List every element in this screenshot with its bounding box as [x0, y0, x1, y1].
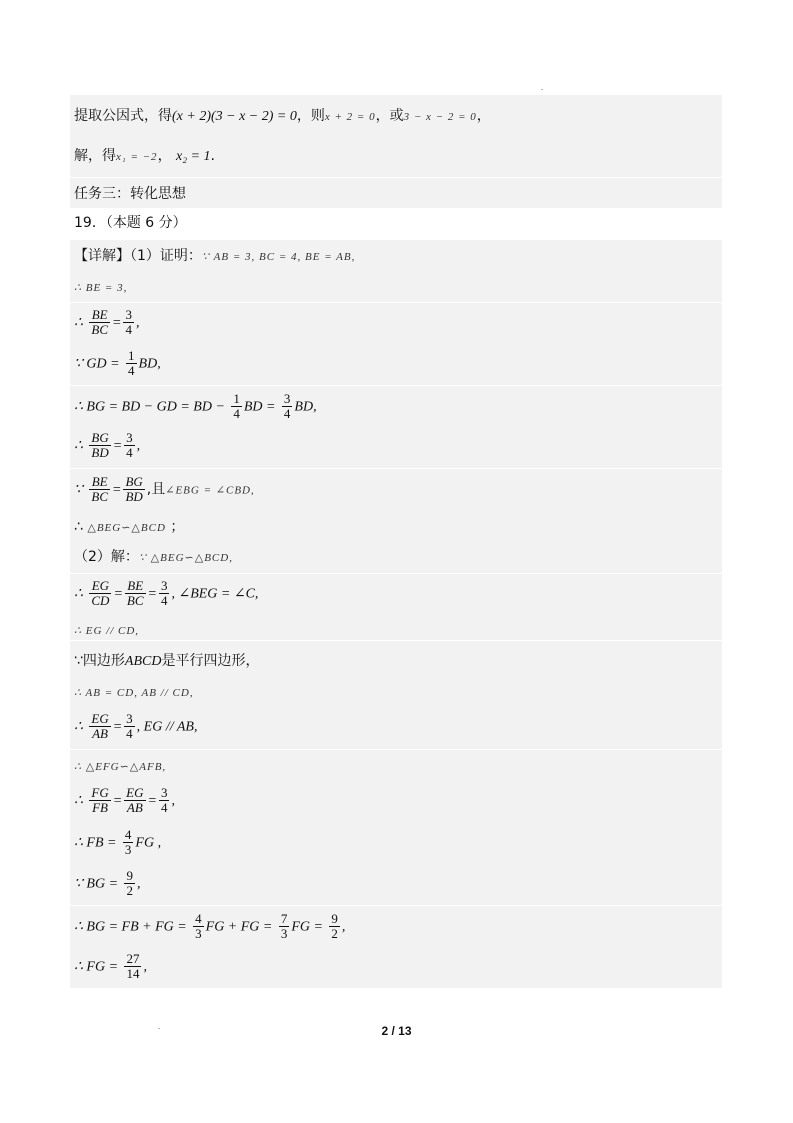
fraction: [89, 475, 110, 504]
fraction-numerator: EG: [91, 711, 109, 726]
text-line: [74, 828, 161, 857]
text-span: 19．（本题 6 分）: [74, 215, 187, 231]
fraction-numerator: 3: [160, 785, 168, 800]
text-span: BD,: [138, 356, 161, 372]
fraction-denominator: 4: [125, 322, 132, 337]
text-line: [74, 308, 139, 337]
page-number: 2 / 13: [381, 1024, 412, 1038]
text-span: =: [112, 315, 122, 331]
text-span: .: [210, 148, 215, 164]
fraction-numerator: BG: [91, 430, 109, 445]
equation: (x + 2)(3 − x − 2) = 0: [172, 109, 297, 124]
fraction-numerator: 7: [280, 911, 288, 926]
text-line: [74, 277, 127, 298]
text-span: BD,: [294, 399, 317, 415]
text-span: ∵ BG =: [74, 876, 119, 892]
text-span: ，或: [375, 108, 404, 124]
fraction-numerator: 3: [126, 711, 133, 726]
text-span: ∴: [74, 719, 83, 735]
equation: x₂ = 1: [176, 149, 211, 164]
text-span: 任务三：转化思想: [74, 186, 186, 202]
text-span: =: [112, 719, 123, 735]
text-span: 提取公因式，得: [74, 108, 172, 124]
text-span: FG ,: [135, 835, 162, 851]
fraction-denominator: 2: [331, 926, 338, 941]
text-span: ∵ GD =: [74, 356, 120, 372]
equation: ∠EBG = ∠CBD,: [165, 484, 255, 497]
fraction: [89, 712, 110, 741]
fraction: [126, 349, 137, 378]
fraction: [124, 869, 135, 898]
equation: △BEG∽△BCD: [87, 522, 166, 534]
text-line: [74, 146, 215, 167]
text-span: =: [112, 482, 122, 498]
corner-mark-top: [541, 89, 543, 90]
fraction-numerator: 3: [283, 391, 291, 406]
fraction: [89, 431, 110, 460]
text-line: [74, 952, 147, 981]
text-span: ∴: [74, 793, 83, 809]
equation: 3 − x − 2 = 0: [403, 111, 477, 123]
text-span: ∵四边形: [74, 653, 125, 669]
text-span: ，则: [296, 108, 325, 124]
text-line: [74, 246, 355, 267]
equation: ∵ AB = 3, BC = 4, BE = AB,: [201, 251, 356, 263]
text-span: ,: [171, 793, 175, 809]
fraction: [125, 579, 146, 608]
text-line: [74, 475, 255, 504]
fraction: [279, 912, 290, 941]
text-span: ∴: [74, 438, 83, 454]
text-span: ∴: [74, 586, 83, 602]
text-line: [74, 869, 140, 898]
text-span: ∴ BG = BD − GD = BD −: [74, 399, 225, 415]
text-span: 是平行四边形，: [161, 653, 260, 669]
text-line: [74, 712, 197, 741]
fraction: [123, 828, 134, 857]
fraction-denominator: AB: [126, 800, 143, 815]
text-span: =: [113, 586, 123, 602]
fraction-denominator: BD: [91, 445, 109, 460]
fraction-numerator: 9: [126, 868, 133, 883]
fraction: [231, 392, 242, 421]
fraction-denominator: 2: [126, 883, 133, 898]
text-line: [74, 651, 259, 672]
text-span: =: [112, 793, 123, 809]
text-span: =: [147, 793, 157, 809]
text-line: [74, 620, 139, 641]
fraction: [124, 712, 135, 741]
text-span: BD =: [243, 399, 276, 415]
text-span: ∴ BG = FB + FG =: [74, 919, 187, 935]
text-span: ，: [476, 108, 491, 124]
text-line: [74, 756, 166, 777]
text-span: ,: [136, 876, 141, 892]
fraction: [159, 786, 170, 815]
fraction-numerator: 3: [125, 307, 132, 322]
text-span: =: [112, 438, 123, 454]
fraction: [159, 579, 170, 608]
fraction-numerator: BE: [125, 579, 146, 594]
equation: ∴ AB = CD, AB // CD,: [74, 687, 194, 699]
fraction-denominator: 3: [280, 926, 288, 941]
text-span: FG + FG =: [205, 919, 273, 935]
text-line: [74, 392, 317, 421]
text-line: [74, 786, 175, 815]
fraction-numerator: 3: [126, 430, 133, 445]
fraction: [89, 579, 111, 608]
fraction-numerator: 27: [126, 951, 140, 966]
fraction-denominator: 14: [126, 966, 140, 981]
text-span: ，: [157, 148, 172, 164]
fraction-numerator: 3: [160, 578, 168, 593]
fraction-numerator: BG: [125, 474, 143, 489]
text-line: [74, 579, 258, 608]
equation: x₁ = −2: [116, 151, 158, 163]
fraction-denominator: CD: [91, 593, 110, 608]
text-span: 解，得: [74, 148, 116, 164]
text-span: ,: [143, 959, 147, 975]
text-line: [74, 912, 345, 941]
fraction: [282, 392, 293, 421]
fraction-denominator: BC: [91, 489, 108, 504]
text-span: , ∠BEG = ∠C,: [171, 586, 259, 602]
fraction: [329, 912, 340, 941]
fraction-denominator: BC: [126, 593, 144, 608]
text-span: ,且: [146, 481, 166, 498]
fraction-denominator: 4: [283, 406, 291, 421]
fraction-denominator: 3: [124, 842, 132, 857]
fraction-denominator: 4: [128, 363, 135, 378]
fraction-denominator: 4: [233, 406, 240, 421]
text-span: ,: [136, 438, 141, 454]
fraction: [124, 431, 135, 460]
text-span: =: [147, 586, 157, 602]
shaded-block-4: [70, 303, 722, 385]
section-heading: [74, 184, 186, 204]
equation: ∴ △EFG∽△AFB,: [74, 761, 167, 773]
text-span: ∴: [74, 315, 83, 331]
equation: ∴ BE = 3,: [74, 282, 128, 294]
text-span: ∴ FG =: [74, 959, 119, 975]
text-span: ,: [341, 919, 346, 935]
fraction-numerator: BE: [89, 308, 110, 323]
fraction-numerator: EG: [126, 785, 144, 800]
fraction-numerator: EG: [89, 579, 111, 594]
fraction-numerator: 1: [128, 348, 135, 363]
equation: ∵ △BEG∽△BCD,: [138, 552, 233, 564]
fraction-numerator: 4: [195, 911, 202, 926]
fraction-numerator: 4: [124, 827, 132, 842]
text-line: [74, 431, 140, 460]
equation: x + 2 = 0: [324, 111, 376, 123]
fraction-denominator: FB: [92, 800, 108, 815]
text-span: ,: [135, 315, 140, 331]
fraction-denominator: 4: [126, 445, 133, 460]
shaded-block-9: [70, 750, 722, 905]
text-span: ∴ FB =: [74, 835, 117, 851]
text-span: ∴: [74, 519, 83, 535]
text-span: ；: [170, 519, 185, 535]
fraction: [123, 308, 134, 337]
fraction-numerator: FG: [91, 785, 109, 800]
text-line: [74, 682, 194, 703]
text-span: 【详解】（1）证明：: [74, 248, 202, 264]
fraction-denominator: 3: [195, 926, 202, 941]
fraction-denominator: 4: [126, 726, 133, 741]
text-span: ∵: [74, 482, 83, 498]
text-span: FG =: [291, 919, 323, 935]
fraction-denominator: BC: [91, 322, 108, 337]
text-span: （2）解：: [74, 549, 139, 565]
fraction: [124, 952, 141, 981]
text-span: , EG // AB,: [136, 719, 198, 735]
text-line: [74, 547, 233, 568]
fraction-denominator: 4: [160, 593, 168, 608]
fraction-numerator: 1: [233, 391, 240, 406]
fraction-denominator: BD: [125, 489, 143, 504]
question-heading: [74, 213, 187, 233]
fraction-denominator: AB: [92, 726, 108, 741]
fraction: [89, 786, 110, 815]
fraction-numerator: BE: [89, 475, 110, 490]
equation: ∴ EG // CD,: [74, 625, 140, 637]
text-line: [74, 517, 184, 538]
fraction: [193, 912, 204, 941]
text-line: [74, 349, 161, 378]
fraction-numerator: 9: [331, 911, 338, 926]
fraction: [124, 786, 145, 815]
text-line: [74, 106, 491, 127]
fraction-denominator: 4: [160, 800, 168, 815]
fraction: [123, 475, 144, 504]
equation: ABCD: [124, 654, 162, 669]
fraction: [89, 308, 110, 337]
